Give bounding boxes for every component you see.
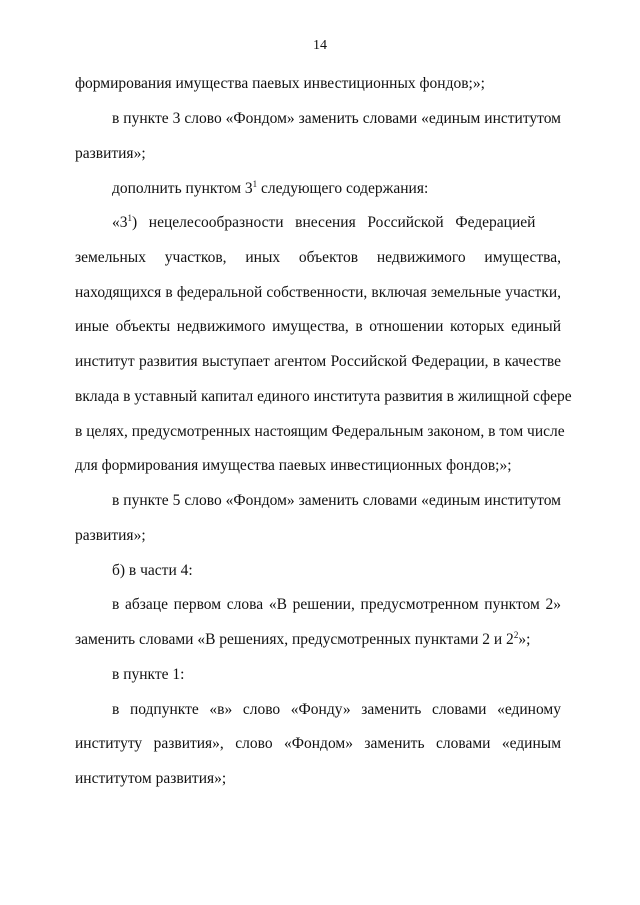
- text-line: развития»;: [75, 527, 146, 544]
- text-line: в целях, предусмотренных настоящим Федеральным законом, в том числе: [75, 423, 565, 440]
- text-line: земельных участков, иных объектов недвижимого имущества,: [75, 249, 561, 266]
- text-line: в абзаце первом слова «В решении, предусмотренном пунктом 2»: [112, 596, 561, 613]
- text-line: [112, 213, 561, 233]
- text-span: заменить словами «В решениях, предусмотренных пунктами 2 и 2: [75, 631, 514, 648]
- text-span: »;: [518, 631, 531, 648]
- text-line: развития»;: [75, 145, 146, 162]
- text-line: в пункте 1:: [112, 666, 185, 683]
- text-span: дополнить пунктом 3: [112, 180, 253, 197]
- text-span: ) нецелесообразности внесения Российской Федерацией: [132, 214, 536, 231]
- text-span: следующего содержания:: [257, 180, 429, 197]
- text-line: формирования имущества паевых инвестиционных фондов;»;: [75, 75, 485, 92]
- text-line: иные объекты недвижимого имущества, в отношении которых единый: [75, 318, 561, 335]
- page-number: 14: [313, 38, 327, 53]
- text-line: институту развития», слово «Фондом» заменить словами «единым: [75, 735, 561, 752]
- text-line: [75, 630, 561, 650]
- text-line: б) в части 4:: [112, 562, 193, 579]
- text-line: вклада в уставный капитал единого института развития в жилищной сфере: [75, 388, 572, 405]
- text-line: находящихся в федеральной собственности, включая земельные участки,: [75, 284, 561, 301]
- text-line: институтом развития»;: [75, 770, 227, 787]
- text-line: [112, 179, 561, 199]
- text-line: в пункте 5 слово «Фондом» заменить словами «единым институтом: [112, 492, 561, 509]
- text-line: в подпункте «в» слово «Фонду» заменить словами «единому: [112, 701, 561, 718]
- superscript: 1: [127, 212, 132, 223]
- superscript: 1: [252, 178, 258, 189]
- text-span: «3: [112, 214, 128, 231]
- text-line: для формирования имущества паевых инвестиционных фондов;»;: [75, 457, 512, 474]
- text-line: институт развития выступает агентом Российской Федерации, в качестве: [75, 353, 561, 370]
- text-line: в пункте 3 слово «Фондом» заменить словами «единым институтом: [112, 110, 561, 127]
- superscript: 2: [513, 629, 519, 640]
